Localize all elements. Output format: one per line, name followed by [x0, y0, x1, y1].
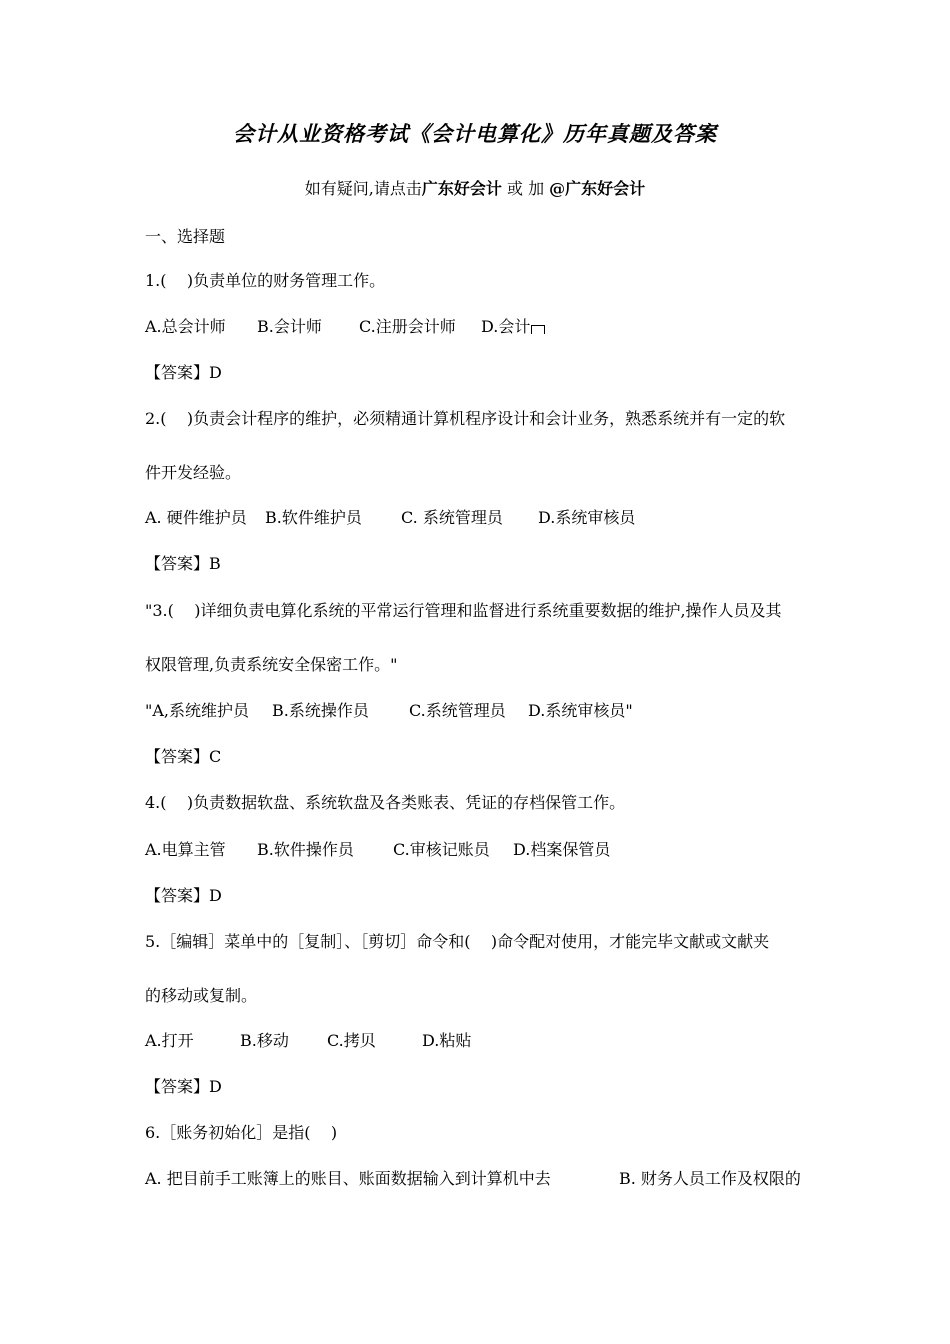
q4-option-a: A.电算主管	[145, 840, 226, 859]
question-3-answer: 【答案】C	[145, 747, 222, 766]
q5-option-a: A.打开	[145, 1031, 194, 1050]
q3-option-b: B.系统操作员	[272, 701, 369, 720]
question-3-stem-line-2: 权限管理,负责系统安全保密工作。"	[145, 655, 398, 674]
q2-option-c: C. 系统管理员	[401, 508, 503, 527]
question-6-stem: 6.［账务初始化］是指( )	[145, 1123, 338, 1142]
q2-option-b: B.软件维护员	[265, 508, 362, 527]
question-5-stem-line-2: 的移动或复制。	[145, 986, 258, 1005]
q3-option-d: D.系统审核员"	[528, 701, 633, 720]
q5-option-d: D.粘贴	[422, 1031, 472, 1050]
question-2-stem-line-2: 件开发经验。	[145, 463, 242, 482]
text-cursor-icon	[531, 325, 545, 334]
q1-option-b: B.会计师	[257, 317, 322, 336]
q2-option-a: A. 硬件维护员	[145, 508, 247, 527]
q4-option-b: B.软件操作员	[257, 840, 354, 859]
question-5-answer: 【答案】D	[145, 1077, 222, 1096]
contact-prefix: 如有疑问,请点击	[304, 179, 422, 198]
question-3-stem-line-1: "3.( )详细负责电算化系统的平常运行管理和监督进行系统重要数据的维护,操作人员及其	[145, 601, 782, 620]
question-5-stem-line-1: 5.［编辑］菜单中的［复制］、［剪切］命令和( )命令配对使用，才能完毕文献或文献夹	[145, 932, 770, 951]
q3-option-a: "A,系统维护员	[145, 701, 250, 720]
contact-link-1[interactable]: 广东好会计	[421, 179, 502, 198]
q6-option-b: B. 财务人员工作及权限的	[619, 1169, 801, 1188]
question-1-answer: 【答案】D	[145, 363, 222, 382]
document-title: 会计从业资格考试《会计电算化》历年真题及答案	[233, 121, 717, 146]
question-4-answer: 【答案】D	[145, 886, 222, 905]
q1-option-d	[481, 316, 545, 338]
contact-line	[0, 176, 950, 199]
q5-option-c: C.拷贝	[327, 1031, 376, 1050]
q1-option-d-label: D.会计	[481, 317, 531, 336]
q1-option-c: C.注册会计师	[359, 317, 456, 336]
q5-option-b: B.移动	[240, 1031, 289, 1050]
q3-option-c: C.系统管理员	[409, 701, 506, 720]
contact-link-2[interactable]: @广东好会计	[549, 179, 646, 198]
section-heading: 一、选择题	[145, 227, 226, 246]
q2-option-d: D.系统审核员	[538, 508, 636, 527]
question-4-stem: 4.( )负责数据软盘、系统软盘及各类账表、凭证的存档保管工作。	[145, 793, 626, 812]
question-1-stem: 1.( )负责单位的财务管理工作。	[145, 271, 386, 290]
question-2-answer: 【答案】B	[145, 554, 221, 573]
contact-middle: 或 加	[501, 179, 550, 198]
q1-option-a: A.总会计师	[145, 317, 226, 336]
question-2-stem-line-1: 2.( )负责会计程序的维护，必须精通计算机程序设计和会计业务，熟悉系统并有一定的软	[145, 409, 786, 428]
q6-option-a: A. 把目前手工账簿上的账目、账面数据输入到计算机中去	[145, 1169, 551, 1188]
q4-option-d: D.档案保管员	[513, 840, 611, 859]
q4-option-c: C.审核记账员	[393, 840, 490, 859]
